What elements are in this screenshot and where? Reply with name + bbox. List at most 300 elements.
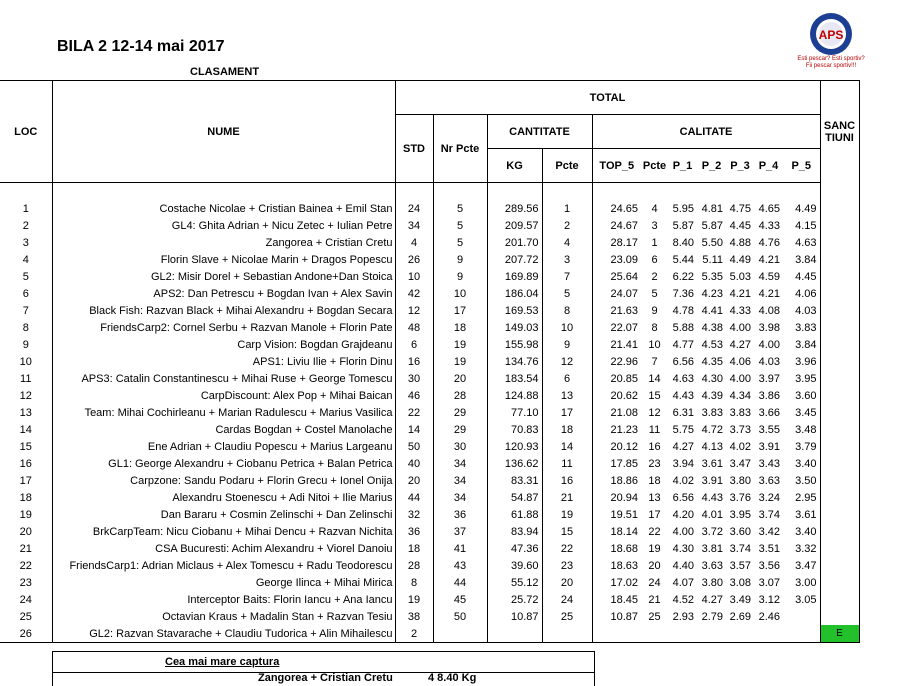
row-p3: 4.02 [729, 440, 751, 453]
row-pcte-calitate: 19 [648, 542, 661, 555]
row-nume: Carp Vision: Bogdan Grajdeanu [52, 336, 395, 353]
row-p3: 3.95 [729, 508, 751, 521]
row-p1: 4.40 [672, 559, 694, 572]
row-p1: 3.94 [672, 457, 694, 470]
row-pcte-calitate: 3 [651, 219, 658, 232]
row-sanctiune [820, 574, 859, 591]
row-p3: 3.80 [729, 474, 751, 487]
row-p2: 4.27 [701, 593, 723, 606]
row-p5: 3.05 [795, 593, 817, 606]
row-p2: 5.11 [702, 253, 723, 266]
row-top5: 25.64 [610, 270, 638, 283]
row-nr-pcte: 9 [433, 268, 487, 285]
row-kg: 47.36 [487, 540, 542, 557]
row-pcte-calitate: 13 [648, 491, 661, 504]
row-nume: FriendsCarp1: Adrian Miclaus + Alex Tomescu + Radu Teodorescu [52, 557, 395, 574]
row-p4: 4.76 [758, 236, 780, 249]
row-p1: 5.87 [672, 219, 694, 232]
row-p4: 4.03 [758, 355, 780, 368]
row-nume: Team: Mihai Cochirleanu + Marian Radulescu + Marius Vasilica [52, 404, 395, 421]
row-p1: 5.75 [672, 423, 694, 436]
row-top5: 20.62 [610, 389, 638, 402]
row-p1: 4.63 [672, 372, 694, 385]
header-pcte-calitate: Pcte [641, 149, 668, 183]
row-p1: 4.78 [672, 304, 694, 317]
row-p5: 3.79 [795, 440, 817, 453]
header-p4: P_4 [754, 149, 783, 183]
table-row [0, 523, 859, 540]
row-pcte-calitate: 16 [648, 440, 661, 453]
row-loc: 26 [0, 625, 52, 643]
header-kg: KG [487, 149, 542, 183]
row-std: 10 [395, 268, 433, 285]
row-p4: 4.08 [758, 304, 780, 317]
row-p2: 3.80 [701, 576, 723, 589]
row-p5: 3.45 [795, 406, 817, 419]
row-kg: 155.98 [487, 336, 542, 353]
row-top5: 17.02 [610, 576, 638, 589]
row-p2: 3.72 [701, 525, 723, 538]
row-std: 2 [395, 625, 433, 643]
row-loc: 19 [0, 506, 52, 523]
header-tiuni: TIUNI [825, 131, 854, 144]
row-nr-pcte: 5 [433, 200, 487, 217]
row-kg: 186.04 [487, 285, 542, 302]
row-kg: 83.31 [487, 472, 542, 489]
biggest-catch-name: Zangorea + Cristian Cretu [258, 672, 393, 684]
row-p4: 4.21 [758, 253, 780, 266]
row-p4: 3.56 [758, 559, 780, 572]
row-p5: 3.84 [795, 338, 817, 351]
row-p4: 3.63 [758, 474, 780, 487]
row-p4: 3.91 [758, 440, 780, 453]
row-pcte-calitate: 5 [651, 287, 658, 300]
row-std: 44 [395, 489, 433, 506]
row-pcte-calitate: 8 [651, 321, 658, 334]
row-p2: 4.72 [701, 423, 723, 436]
table-row [0, 200, 859, 217]
row-nume: Dan Bararu + Cosmin Zelinschi + Dan Zelinschi [52, 506, 395, 523]
ranking-table [0, 80, 860, 643]
row-sanctiune: E [820, 625, 859, 643]
row-pcte-calitate: 22 [648, 525, 661, 538]
row-sanctiune [820, 353, 859, 370]
row-p1 [668, 625, 697, 643]
row-top5: 17.85 [610, 457, 638, 470]
row-p3: 4.00 [729, 321, 751, 334]
row-loc: 14 [0, 421, 52, 438]
table-row [0, 302, 859, 319]
row-sanctiune [820, 404, 859, 421]
logo-tagline-1: Esti pescar? Esti sportiv? [797, 56, 865, 62]
row-p4: 3.86 [758, 389, 780, 402]
row-pcte: 14 [542, 438, 592, 455]
row-p4: 3.97 [758, 372, 780, 385]
row-kg: 169.89 [487, 268, 542, 285]
row-nr-pcte: 34 [433, 455, 487, 472]
row-p2: 3.81 [701, 542, 723, 555]
row-p5: 3.61 [795, 508, 817, 521]
row-kg: 136.62 [487, 455, 542, 472]
row-sanctiune [820, 438, 859, 455]
row-nr-pcte: 20 [433, 370, 487, 387]
row-pcte: 4 [542, 234, 592, 251]
row-std: 4 [395, 234, 433, 251]
row-p1: 4.07 [672, 576, 694, 589]
logo-tagline-2: Fii pescar sportiv!!! [805, 63, 857, 69]
row-pcte: 6 [542, 370, 592, 387]
header-p1: P_1 [668, 149, 697, 183]
row-kg: 77.10 [487, 404, 542, 421]
row-p3: 4.33 [729, 304, 751, 317]
row-p2: 4.30 [701, 372, 723, 385]
row-nume: Ene Adrian + Claudiu Popescu + Marius Largeanu [52, 438, 395, 455]
row-kg: 207.72 [487, 251, 542, 268]
row-nr-pcte: 19 [433, 353, 487, 370]
row-pcte-calitate: 7 [651, 355, 658, 368]
row-p1: 4.27 [672, 440, 694, 453]
row-pcte-calitate: 17 [648, 508, 661, 521]
row-p3: 4.45 [729, 219, 751, 232]
row-nr-pcte: 50 [433, 608, 487, 625]
row-p5: 4.15 [795, 219, 817, 232]
row-std: 20 [395, 472, 433, 489]
row-kg: 10.87 [487, 608, 542, 625]
row-p3: 5.03 [729, 270, 751, 283]
row-nume: BrkCarpTeam: Nicu Ciobanu + Mihai Dencu + Razvan Nichita [52, 523, 395, 540]
row-sanctiune [820, 319, 859, 336]
row-p2: 4.13 [701, 440, 723, 453]
row-std: 22 [395, 404, 433, 421]
row-loc: 17 [0, 472, 52, 489]
row-pcte: 8 [542, 302, 592, 319]
row-pcte: 10 [542, 319, 592, 336]
row-p5: 4.49 [795, 202, 817, 215]
row-loc: 18 [0, 489, 52, 506]
page-title: BILA 2 12-14 mai 2017 [57, 38, 225, 55]
row-p1: 4.52 [672, 593, 694, 606]
row-top5: 24.67 [610, 219, 638, 232]
row-p4: 3.51 [758, 542, 780, 555]
row-kg: 61.88 [487, 506, 542, 523]
row-pcte-calitate [641, 625, 668, 643]
row-sanctiune [820, 285, 859, 302]
logo-text: APS [818, 28, 844, 42]
row-nr-pcte [433, 625, 487, 643]
row-loc: 23 [0, 574, 52, 591]
row-pcte: 1 [542, 200, 592, 217]
row-nr-pcte: 28 [433, 387, 487, 404]
row-loc: 6 [0, 285, 52, 302]
header-top5: TOP_5 [592, 149, 641, 183]
table-row [0, 217, 859, 234]
row-loc: 9 [0, 336, 52, 353]
row-std: 48 [395, 319, 433, 336]
row-p2: 5.87 [701, 219, 723, 232]
row-sanctiune [820, 557, 859, 574]
row-nume: Interceptor Baits: Florin Iancu + Ana Iancu [52, 591, 395, 608]
row-p3: 4.49 [729, 253, 751, 266]
row-std: 34 [395, 217, 433, 234]
row-p3: 3.47 [729, 457, 751, 470]
table-row [0, 489, 859, 506]
row-loc: 7 [0, 302, 52, 319]
row-pcte-calitate: 21 [648, 593, 661, 606]
table-row [0, 319, 859, 336]
row-top5: 21.63 [610, 304, 638, 317]
row-p4: 2.46 [758, 610, 780, 623]
row-pcte: 11 [542, 455, 592, 472]
row-kg: 149.03 [487, 319, 542, 336]
row-p5: 3.47 [795, 559, 817, 572]
table-row [0, 455, 859, 472]
row-pcte: 2 [542, 217, 592, 234]
row-pcte: 24 [542, 591, 592, 608]
row-kg: 54.87 [487, 489, 542, 506]
row-sanctiune [820, 540, 859, 557]
row-pcte-calitate: 24 [648, 576, 661, 589]
row-sanctiune [820, 200, 859, 217]
row-nr-pcte: 29 [433, 404, 487, 421]
row-p1: 6.22 [672, 270, 694, 283]
row-p3: 2.69 [729, 610, 751, 623]
row-kg: 39.60 [487, 557, 542, 574]
row-std: 46 [395, 387, 433, 404]
row-std: 12 [395, 302, 433, 319]
row-loc: 21 [0, 540, 52, 557]
row-nume: Black Fish: Razvan Black + Mihai Alexandru + Bogdan Secara [52, 302, 395, 319]
row-kg: 120.93 [487, 438, 542, 455]
row-std: 42 [395, 285, 433, 302]
row-p2: 3.63 [701, 559, 723, 572]
row-nume: Carpzone: Sandu Podaru + Florin Grecu + Ionel Onija [52, 472, 395, 489]
row-nume: George Ilinca + Mihai Mirica [52, 574, 395, 591]
row-sanctiune [820, 234, 859, 251]
row-p3: 3.83 [729, 406, 751, 419]
row-p2 [697, 625, 726, 643]
row-p4: 4.33 [758, 219, 780, 232]
row-nr-pcte: 10 [433, 285, 487, 302]
row-p3: 4.27 [729, 338, 751, 351]
row-sanctiune [820, 387, 859, 404]
row-p5: 3.83 [795, 321, 817, 334]
row-pcte-calitate: 10 [648, 338, 661, 351]
row-loc: 13 [0, 404, 52, 421]
row-pcte: 20 [542, 574, 592, 591]
row-p2: 5.35 [701, 270, 723, 283]
row-p1: 4.30 [672, 542, 694, 555]
row-std: 19 [395, 591, 433, 608]
row-nume: Octavian Kraus + Madalin Stan + Razvan Tesiu [52, 608, 395, 625]
row-pcte: 16 [542, 472, 592, 489]
row-p1: 5.44 [672, 253, 694, 266]
row-nume: Florin Slave + Nicolae Marin + Dragos Popescu [52, 251, 395, 268]
row-p5: 2.95 [795, 491, 817, 504]
row-loc: 8 [0, 319, 52, 336]
row-p5 [783, 608, 820, 625]
row-top5: 24.07 [610, 287, 638, 300]
row-p5: 4.63 [795, 236, 817, 249]
row-nume: GL4: Ghita Adrian + Nicu Zetec + Iulian Petre [52, 217, 395, 234]
row-p3: 4.21 [729, 287, 751, 300]
table-row [0, 591, 859, 608]
row-p5: 3.40 [795, 457, 817, 470]
row-p4: 4.00 [758, 338, 780, 351]
row-p3: 4.75 [729, 202, 751, 215]
row-nume: GL2: Misir Dorel + Sebastian Andone+Dan Stoica [52, 268, 395, 285]
row-p3 [726, 625, 754, 643]
row-top5: 19.51 [610, 508, 638, 521]
header-pcte: Pcte [542, 149, 592, 183]
row-p2: 3.91 [701, 474, 723, 487]
row-sanctiune [820, 472, 859, 489]
row-loc: 15 [0, 438, 52, 455]
row-nr-pcte: 18 [433, 319, 487, 336]
row-pcte: 22 [542, 540, 592, 557]
row-top5: 18.86 [610, 474, 638, 487]
row-pcte: 3 [542, 251, 592, 268]
row-top5: 21.08 [610, 406, 638, 419]
row-p1: 5.95 [672, 202, 694, 215]
row-std: 40 [395, 455, 433, 472]
table-row [0, 438, 859, 455]
row-p4: 3.98 [758, 321, 780, 334]
page-subtitle: CLASAMENT [190, 66, 260, 78]
row-p4: 3.24 [758, 491, 780, 504]
row-p3: 3.74 [729, 542, 751, 555]
header-std: STD [395, 115, 433, 183]
row-p1: 4.77 [672, 338, 694, 351]
row-nr-pcte: 44 [433, 574, 487, 591]
row-p2: 3.83 [701, 406, 723, 419]
row-std: 14 [395, 421, 433, 438]
row-p4: 4.59 [758, 270, 780, 283]
row-p2: 4.53 [701, 338, 723, 351]
table-row [0, 353, 859, 370]
header-nume: NUME [52, 81, 395, 183]
row-kg: 124.88 [487, 387, 542, 404]
row-sanctiune [820, 370, 859, 387]
row-pcte-calitate: 2 [651, 270, 658, 283]
row-top5: 23.09 [610, 253, 638, 266]
header-loc: LOC [0, 81, 52, 183]
row-p5: 3.60 [795, 389, 817, 402]
table-row [0, 421, 859, 438]
row-sanctiune [820, 268, 859, 285]
row-kg: 134.76 [487, 353, 542, 370]
table-row [0, 472, 859, 489]
table-row [0, 387, 859, 404]
row-kg [487, 625, 542, 643]
row-p2: 4.38 [701, 321, 723, 334]
row-p1: 4.00 [672, 525, 694, 538]
row-nume: GL1: George Alexandru + Ciobanu Petrica + Balan Petrica [52, 455, 395, 472]
row-p2: 5.50 [701, 236, 723, 249]
row-nume: APS1: Liviu Ilie + Florin Dinu [52, 353, 395, 370]
row-nr-pcte: 34 [433, 472, 487, 489]
row-p5: 3.50 [795, 474, 817, 487]
row-p1: 4.20 [672, 508, 694, 521]
row-p5: 3.84 [795, 253, 817, 266]
row-top5: 21.41 [610, 338, 638, 351]
row-p3: 3.49 [729, 593, 751, 606]
row-nr-pcte: 36 [433, 506, 487, 523]
row-nr-pcte: 19 [433, 336, 487, 353]
row-pcte-calitate: 12 [648, 406, 661, 419]
row-std: 24 [395, 200, 433, 217]
row-p2: 4.23 [701, 287, 723, 300]
header-sanc: SANC [823, 119, 856, 132]
row-p4: 3.55 [758, 423, 780, 436]
row-top5 [592, 625, 641, 643]
row-sanctiune [820, 302, 859, 319]
row-loc: 24 [0, 591, 52, 608]
row-nume: APS2: Dan Petrescu + Bogdan Ivan + Alex Savin [52, 285, 395, 302]
row-p5: 3.48 [795, 423, 817, 436]
row-p1: 6.56 [672, 355, 694, 368]
row-p5: 4.06 [795, 287, 817, 300]
row-std: 36 [395, 523, 433, 540]
row-sanctiune [820, 455, 859, 472]
row-p3: 4.06 [729, 355, 751, 368]
row-top5: 20.12 [610, 440, 638, 453]
row-p3: 3.57 [729, 559, 751, 572]
row-nume: Zangorea + Cristian Cretu [52, 234, 395, 251]
row-p4: 3.12 [758, 593, 780, 606]
row-p1: 2.93 [672, 610, 694, 623]
row-p5: 4.03 [795, 304, 817, 317]
row-pcte: 12 [542, 353, 592, 370]
row-std: 16 [395, 353, 433, 370]
row-pcte: 23 [542, 557, 592, 574]
row-top5: 24.65 [610, 202, 638, 215]
row-p3: 3.60 [729, 525, 751, 538]
row-p2: 4.41 [701, 304, 723, 317]
row-top5: 21.23 [610, 423, 638, 436]
row-kg: 169.53 [487, 302, 542, 319]
row-p4: 4.21 [758, 287, 780, 300]
row-std: 50 [395, 438, 433, 455]
row-nr-pcte: 9 [433, 251, 487, 268]
row-pcte: 21 [542, 489, 592, 506]
row-nume: CSA Bucuresti: Achim Alexandru + Viorel Danoiu [52, 540, 395, 557]
row-p1: 6.56 [672, 491, 694, 504]
row-pcte: 9 [542, 336, 592, 353]
row-pcte-calitate: 4 [651, 202, 658, 215]
row-p2: 4.39 [701, 389, 723, 402]
row-p3: 4.00 [729, 372, 751, 385]
row-p2: 4.35 [701, 355, 723, 368]
header-p2: P_2 [697, 149, 726, 183]
header-p5: P_5 [783, 149, 820, 183]
row-sanctiune [820, 421, 859, 438]
row-kg: 209.57 [487, 217, 542, 234]
row-loc: 10 [0, 353, 52, 370]
row-p4: 3.43 [758, 457, 780, 470]
row-p1: 7.36 [672, 287, 694, 300]
row-p5 [783, 625, 820, 643]
row-pcte-calitate: 23 [648, 457, 661, 470]
row-top5: 28.17 [610, 236, 638, 249]
row-loc: 1 [0, 200, 52, 217]
row-pcte: 13 [542, 387, 592, 404]
row-p4: 3.74 [758, 508, 780, 521]
table-row [0, 285, 859, 302]
row-sanctiune [820, 523, 859, 540]
row-sanctiune [820, 251, 859, 268]
row-p2: 4.01 [701, 508, 723, 521]
row-pcte-calitate: 18 [648, 474, 661, 487]
